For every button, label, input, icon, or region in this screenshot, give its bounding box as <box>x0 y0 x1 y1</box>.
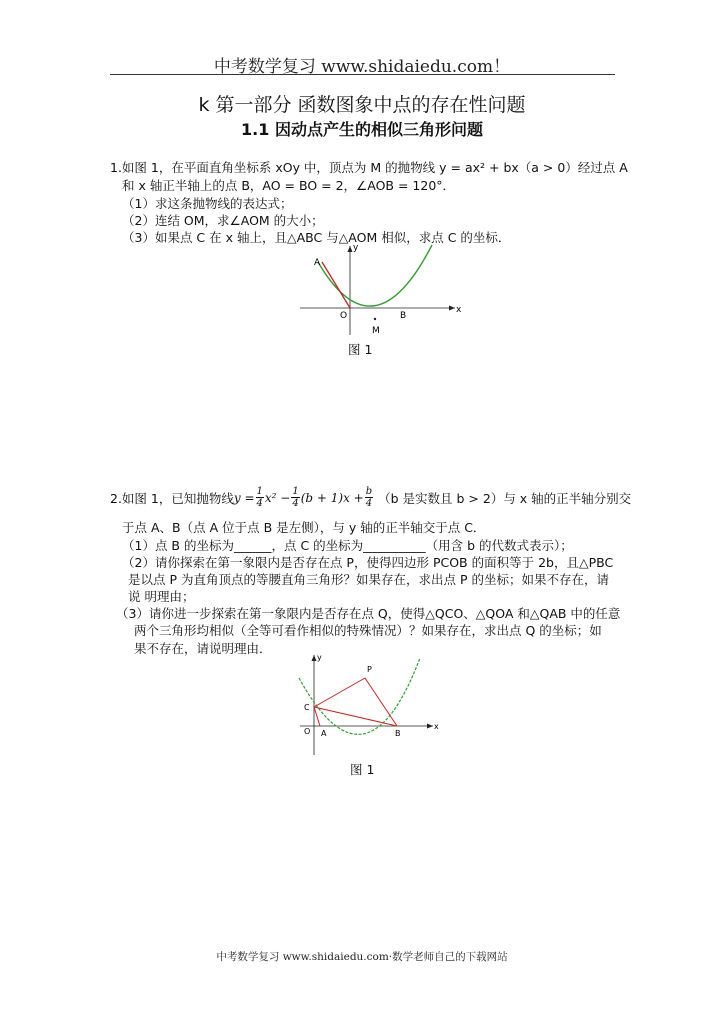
eq-x2: x² − <box>264 490 291 505</box>
problem-1-question-1: （1）求这条抛物线的表达式； <box>122 196 293 211</box>
parabola-equation <box>234 486 374 509</box>
problem-2-figure-caption: 图 1 <box>350 762 375 777</box>
fraction-1 <box>256 486 264 509</box>
problem-2-figure <box>290 650 440 760</box>
section-title: k 第一部分 函数图象中点的存在性问题 <box>198 94 526 116</box>
problem-1-line-1: 1.如图 1，在平面直角坐标系 xOy 中，顶点为 M 的抛物线 y = ax² + bx（a > 0）经过点 A <box>110 160 628 175</box>
label-a: A <box>321 729 327 738</box>
problem-2-intro: 2.如图 1，已知抛物线 <box>110 490 234 506</box>
segment-cb <box>314 707 397 726</box>
label-a: A <box>314 258 321 268</box>
problem-1-line-2: 和 x 轴正半轴上的点 B，AO = BO = 2，∠AOB = 120°． <box>122 178 456 193</box>
label-p: P <box>367 665 372 674</box>
label-x: x <box>434 722 439 731</box>
problem-1-figure <box>290 240 470 340</box>
problem-2-question-3-line-2: 两个三角形均相似（全等可看作相似的特殊情况）？如果存在，求出点 Q 的坐标；如 <box>134 623 602 638</box>
eq-mid: (b + 1)x + <box>300 490 364 505</box>
problem-2-question-2-line-3: 说 明理由； <box>128 589 195 604</box>
problem-2-after-equation: （b 是实数且 b > 2）与 x 轴的正半轴分别交 <box>378 490 632 506</box>
label-c: C <box>304 703 310 712</box>
problem-2-line-2: 于点 A、B（点 A 位于点 B 是左侧），与 y 轴的正半轴交于点 C． <box>122 520 486 535</box>
parabola-curve <box>318 245 432 306</box>
fraction-2-den: 4 <box>292 498 299 509</box>
label-y: y <box>317 653 322 662</box>
eq-y: y = <box>233 490 255 505</box>
label-x: x <box>456 305 462 315</box>
page-header: 中考数学复习 www.shidaiedu.com！ <box>213 57 511 77</box>
fraction-1-den: 4 <box>256 498 263 509</box>
fraction-2-num: 1 <box>292 486 299 497</box>
problem-2-question-1: （1）点 B 的坐标为______，点 C 的坐标为__________（用含 b 的代数式表示）； <box>122 538 573 553</box>
header-divider <box>110 74 615 75</box>
x-axis-arrow <box>427 724 433 729</box>
fraction-3 <box>365 486 373 509</box>
label-o: O <box>304 727 311 736</box>
problem-2-question-3-line-3: 果不存在，请说明理由． <box>134 641 272 656</box>
fraction-3-num: b <box>365 486 373 497</box>
segment-pb <box>365 678 397 726</box>
label-m: M <box>372 326 380 336</box>
section-subtitle: 1.1 因动点产生的相似三角形问题 <box>241 120 483 139</box>
problem-1-question-2: （2）连结 OM，求∠AOM 的大小； <box>122 213 324 228</box>
label-b: B <box>400 311 407 321</box>
fraction-2 <box>291 486 299 509</box>
problem-1-question-3: （3）如果点 C 在 x 轴上，且△ABC 与△AOM 相似，求点 C 的坐标． <box>122 230 511 245</box>
segment-oa <box>322 262 350 308</box>
fraction-1-num: 1 <box>256 486 263 497</box>
problem-2-question-2-line-2: 是以点 P 为直角顶点的等腰直角三角形？如果存在，求出点 P 的坐标；如果不存在，请 <box>128 572 609 587</box>
y-axis-arrow <box>312 655 317 661</box>
problem-2-line-1 <box>110 486 631 509</box>
point-m <box>374 318 376 320</box>
label-y: y <box>353 243 359 253</box>
x-axis-arrow <box>449 306 455 311</box>
fraction-3-den: 4 <box>365 498 373 509</box>
problem-1-figure-caption: 图 1 <box>348 342 373 357</box>
segment-cp <box>314 678 365 707</box>
problem-2-question-2-line-1: （2）请你探索在第一象限内是否存在点 P，使得四边形 PCOB 的面积等于 2b，且△PBC <box>122 555 614 570</box>
label-o: O <box>340 311 348 321</box>
y-axis-arrow <box>348 246 353 252</box>
problem-2-question-3-line-1: （3）请你进一步探索在第一象限内是否存在点 Q，使得△QCO、△QOA 和△QAB 中的任意 <box>116 606 621 621</box>
page-footer: 中考数学复习 www.shidaiedu.com·数学老师自己的下载网站 <box>216 951 508 963</box>
label-b: B <box>395 729 401 738</box>
parabola-curve <box>299 658 420 734</box>
